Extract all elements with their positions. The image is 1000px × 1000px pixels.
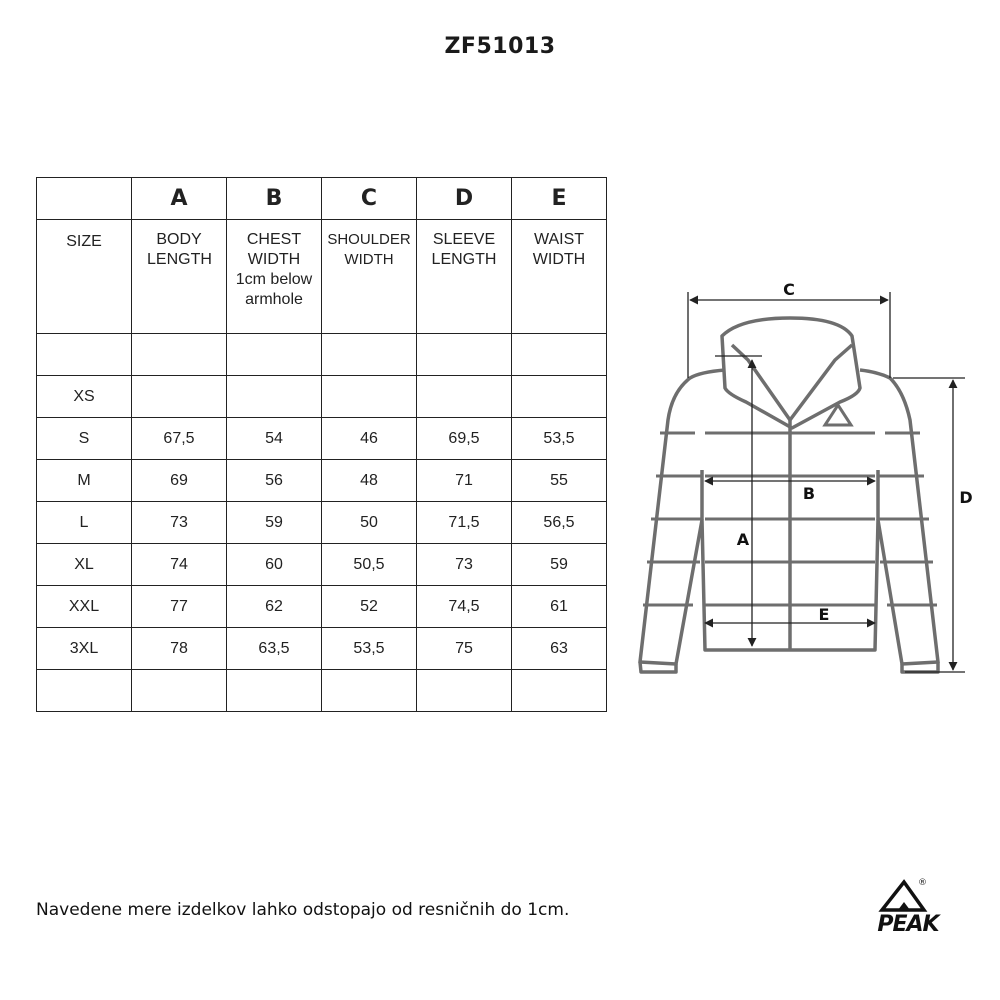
jacket-outline bbox=[640, 318, 938, 672]
disclaimer-note: Navedene mere izdelkov lahko odstopajo od resničnih do 1cm. bbox=[36, 900, 570, 920]
column-label: BODY LENGTH bbox=[147, 231, 212, 268]
measure-label-e: E bbox=[818, 605, 830, 624]
measurement-cell bbox=[417, 334, 512, 376]
measurement-cell: 63,5 bbox=[227, 628, 322, 670]
table-row bbox=[37, 502, 607, 544]
measurement-cell: 50 bbox=[322, 502, 417, 544]
measurement-cell: 53,5 bbox=[512, 418, 607, 460]
measurement-cell bbox=[322, 376, 417, 418]
measurement-cell: 52 bbox=[322, 586, 417, 628]
registered-mark: ® bbox=[918, 878, 927, 888]
measurement-cell bbox=[132, 376, 227, 418]
table-row bbox=[37, 418, 607, 460]
table-row bbox=[37, 334, 607, 376]
table-row bbox=[37, 586, 607, 628]
size-label-cell bbox=[37, 334, 132, 376]
letter-cell: B bbox=[227, 178, 322, 220]
measure-label-d: D bbox=[959, 488, 973, 507]
measurement-cell: 67,5 bbox=[132, 418, 227, 460]
measurement-cell: 75 bbox=[417, 628, 512, 670]
measurement-cell bbox=[132, 334, 227, 376]
table-row bbox=[37, 670, 607, 712]
measurement-cell: 78 bbox=[132, 628, 227, 670]
measurement-cell bbox=[512, 334, 607, 376]
column-label: SHOULDER WIDTH bbox=[327, 231, 411, 268]
measurement-cell: 60 bbox=[227, 544, 322, 586]
measure-label-a: A bbox=[736, 530, 750, 549]
column-label: SLEEVE LENGTH bbox=[431, 231, 497, 268]
column-label: WAIST WIDTH bbox=[532, 231, 586, 268]
measurement-cell: 62 bbox=[227, 586, 322, 628]
table-header-row bbox=[37, 220, 607, 334]
table-letter-row bbox=[37, 178, 607, 220]
measurement-cell: 69,5 bbox=[417, 418, 512, 460]
table-row bbox=[37, 544, 607, 586]
letter-cell bbox=[37, 178, 132, 220]
measurement-cell: 71 bbox=[417, 460, 512, 502]
size-label-cell: XS bbox=[37, 376, 132, 418]
column-header-shoulder-width bbox=[322, 220, 417, 334]
brand-name: PEAK bbox=[877, 912, 939, 937]
measurement-cell: 74,5 bbox=[417, 586, 512, 628]
measurement-cell: 54 bbox=[227, 418, 322, 460]
measurement-cell: 56,5 bbox=[512, 502, 607, 544]
measurement-cell: 53,5 bbox=[322, 628, 417, 670]
size-label-cell: L bbox=[37, 502, 132, 544]
table-row bbox=[37, 460, 607, 502]
measurement-cell bbox=[227, 670, 322, 712]
measurement-cell bbox=[322, 334, 417, 376]
column-header-sleeve-length bbox=[417, 220, 512, 334]
measurement-cell: 73 bbox=[132, 502, 227, 544]
jacket-diagram bbox=[620, 270, 990, 690]
table-row bbox=[37, 376, 607, 418]
measurement-cell: 73 bbox=[417, 544, 512, 586]
peak-logo-icon bbox=[868, 876, 948, 916]
measurement-cell bbox=[322, 670, 417, 712]
measurement-cell bbox=[512, 376, 607, 418]
measurement-cell: 61 bbox=[512, 586, 607, 628]
column-header-chest-width bbox=[227, 220, 322, 334]
size-table bbox=[36, 177, 607, 712]
measurement-cell: 50,5 bbox=[322, 544, 417, 586]
letter-cell: E bbox=[512, 178, 607, 220]
measurement-cell: 56 bbox=[227, 460, 322, 502]
brand-logo bbox=[868, 876, 948, 946]
letter-cell: D bbox=[417, 178, 512, 220]
size-column-header: SIZE bbox=[37, 220, 132, 334]
letter-cell: A bbox=[132, 178, 227, 220]
measurement-cell bbox=[417, 376, 512, 418]
measurement-cell: 63 bbox=[512, 628, 607, 670]
measurement-cell: 74 bbox=[132, 544, 227, 586]
measurement-cell: 77 bbox=[132, 586, 227, 628]
measure-label-b: B bbox=[802, 484, 816, 503]
measurement-cell: 71,5 bbox=[417, 502, 512, 544]
size-label-cell: M bbox=[37, 460, 132, 502]
table-row bbox=[37, 628, 607, 670]
column-header-body-length bbox=[132, 220, 227, 334]
column-header-waist-width bbox=[512, 220, 607, 334]
measure-label-c: C bbox=[783, 280, 795, 299]
column-sub-label: 1cm below armhole bbox=[235, 271, 313, 308]
measurement-cell: 59 bbox=[512, 544, 607, 586]
measurement-cell bbox=[132, 670, 227, 712]
measurement-cell bbox=[512, 670, 607, 712]
measurement-cell: 59 bbox=[227, 502, 322, 544]
size-label-cell: XXL bbox=[37, 586, 132, 628]
size-label-cell bbox=[37, 670, 132, 712]
measurement-cell bbox=[417, 670, 512, 712]
letter-cell: C bbox=[322, 178, 417, 220]
size-label-cell: XL bbox=[37, 544, 132, 586]
table-body bbox=[37, 334, 607, 712]
measurement-cell bbox=[227, 334, 322, 376]
measurement-cell: 48 bbox=[322, 460, 417, 502]
column-label: CHEST WIDTH bbox=[246, 231, 302, 268]
measurement-cell: 46 bbox=[322, 418, 417, 460]
size-label-cell: 3XL bbox=[37, 628, 132, 670]
measurement-cell: 55 bbox=[512, 460, 607, 502]
measurement-cell bbox=[227, 376, 322, 418]
page-title: ZF51013 bbox=[444, 34, 556, 59]
size-label-cell: S bbox=[37, 418, 132, 460]
measurement-cell: 69 bbox=[132, 460, 227, 502]
